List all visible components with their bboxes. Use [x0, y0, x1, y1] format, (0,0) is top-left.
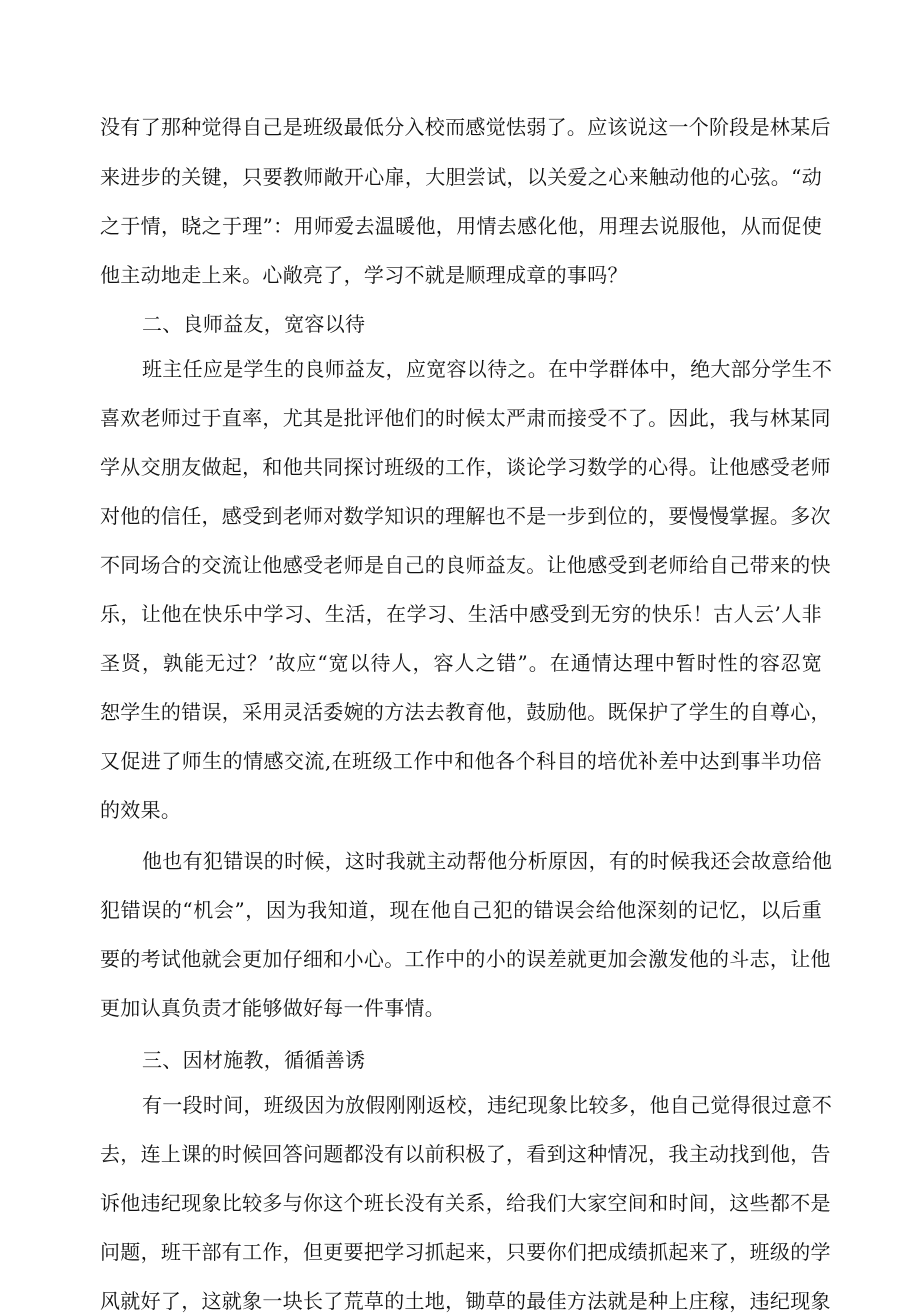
text-line: 圣贤，孰能无过？’故应“宽以待人，容人之错”。在通情达理中暂时性的容忍宽 — [100, 651, 822, 675]
section-heading: 二、良师益友，宽容以待 — [142, 312, 366, 336]
text-line: 问题，班干部有工作，但更要把学习抓起来，只要你们把成绩抓起来了，班级的学 — [100, 1240, 831, 1264]
text-line: 去，连上课的时候回答问题都没有以前积极了，看到这种情况，我主动找到他，告 — [100, 1142, 831, 1166]
text-line: 喜欢老师过于直率，尤其是批评他们的时候太严肃而接受不了。因此，我与林某同 — [100, 406, 831, 430]
text-line: 没有了那种觉得自己是班级最低分入校而感觉怯弱了。应该说这一个阶段是林某后 — [100, 115, 831, 139]
section-heading: 三、因材施教，循循善诱 — [142, 1048, 366, 1072]
text-line: 对他的信任，感受到老师对数学知识的理解也不是一步到位的，要慢慢掌握。多次 — [100, 504, 831, 528]
text-line: 又促进了师生的情感交流,在班级工作中和他各个科目的培优补差中达到事半功倍 — [100, 749, 822, 773]
text-line: 学从交朋友做起，和他共同探讨班级的工作，谈论学习数学的心得。让他感受老师 — [100, 455, 831, 479]
text-line: 有一段时间，班级因为放假刚刚返校，违纪现象比较多，他自己觉得很过意不 — [142, 1093, 833, 1117]
text-line: 的效果。 — [100, 798, 182, 822]
text-line: 不同场合的交流让他感受老师是自己的良师益友。让他感受到老师给自己带来的快 — [100, 553, 831, 577]
text-line: 来进步的关键，只要教师敞开心扉，大胆尝试，以关爱之心来触动他的心弦。“动 — [100, 165, 822, 189]
text-line: 诉他违纪现象比较多与你这个班长没有关系，给我们大家空间和时间，这些都不是 — [100, 1191, 831, 1215]
text-line: 班主任应是学生的良师益友，应宽容以待之。在中学群体中，绝大部分学生不 — [142, 357, 833, 381]
text-line: 犯错误的“机会”，因为我知道，现在他自己犯的错误会给他深刻的记忆，以后重 — [100, 898, 822, 922]
text-line: 乐，让他在快乐中学习、生活，在学习、生活中感受到无穷的快乐！古人云’人非 — [100, 602, 822, 626]
text-line: 风就好了，这就象一块长了荒草的土地，锄草的最佳方法就是种上庄稼，违纪现象 — [100, 1289, 831, 1313]
text-line: 要的考试他就会更加仔细和小心。工作中的小的误差就更加会激发他的斗志，让他 — [100, 947, 831, 971]
text-line: 他主动地走上来。心敞亮了，学习不就是顺理成章的事吗？ — [100, 263, 628, 287]
text-line: 恕学生的错误，采用灵活委婉的方法去教育他，鼓励他。既保护了学生的自尊心， — [100, 700, 831, 724]
text-line: 更加认真负责才能够做好每一件事情。 — [100, 996, 446, 1020]
text-line: 之于情，晓之于理”：用师爱去温暖他，用情去感化他，用理去说服他，从而促使 — [100, 214, 822, 238]
text-line: 他也有犯错误的时候，这时我就主动帮他分析原因，有的时候我还会故意给他 — [142, 849, 833, 873]
